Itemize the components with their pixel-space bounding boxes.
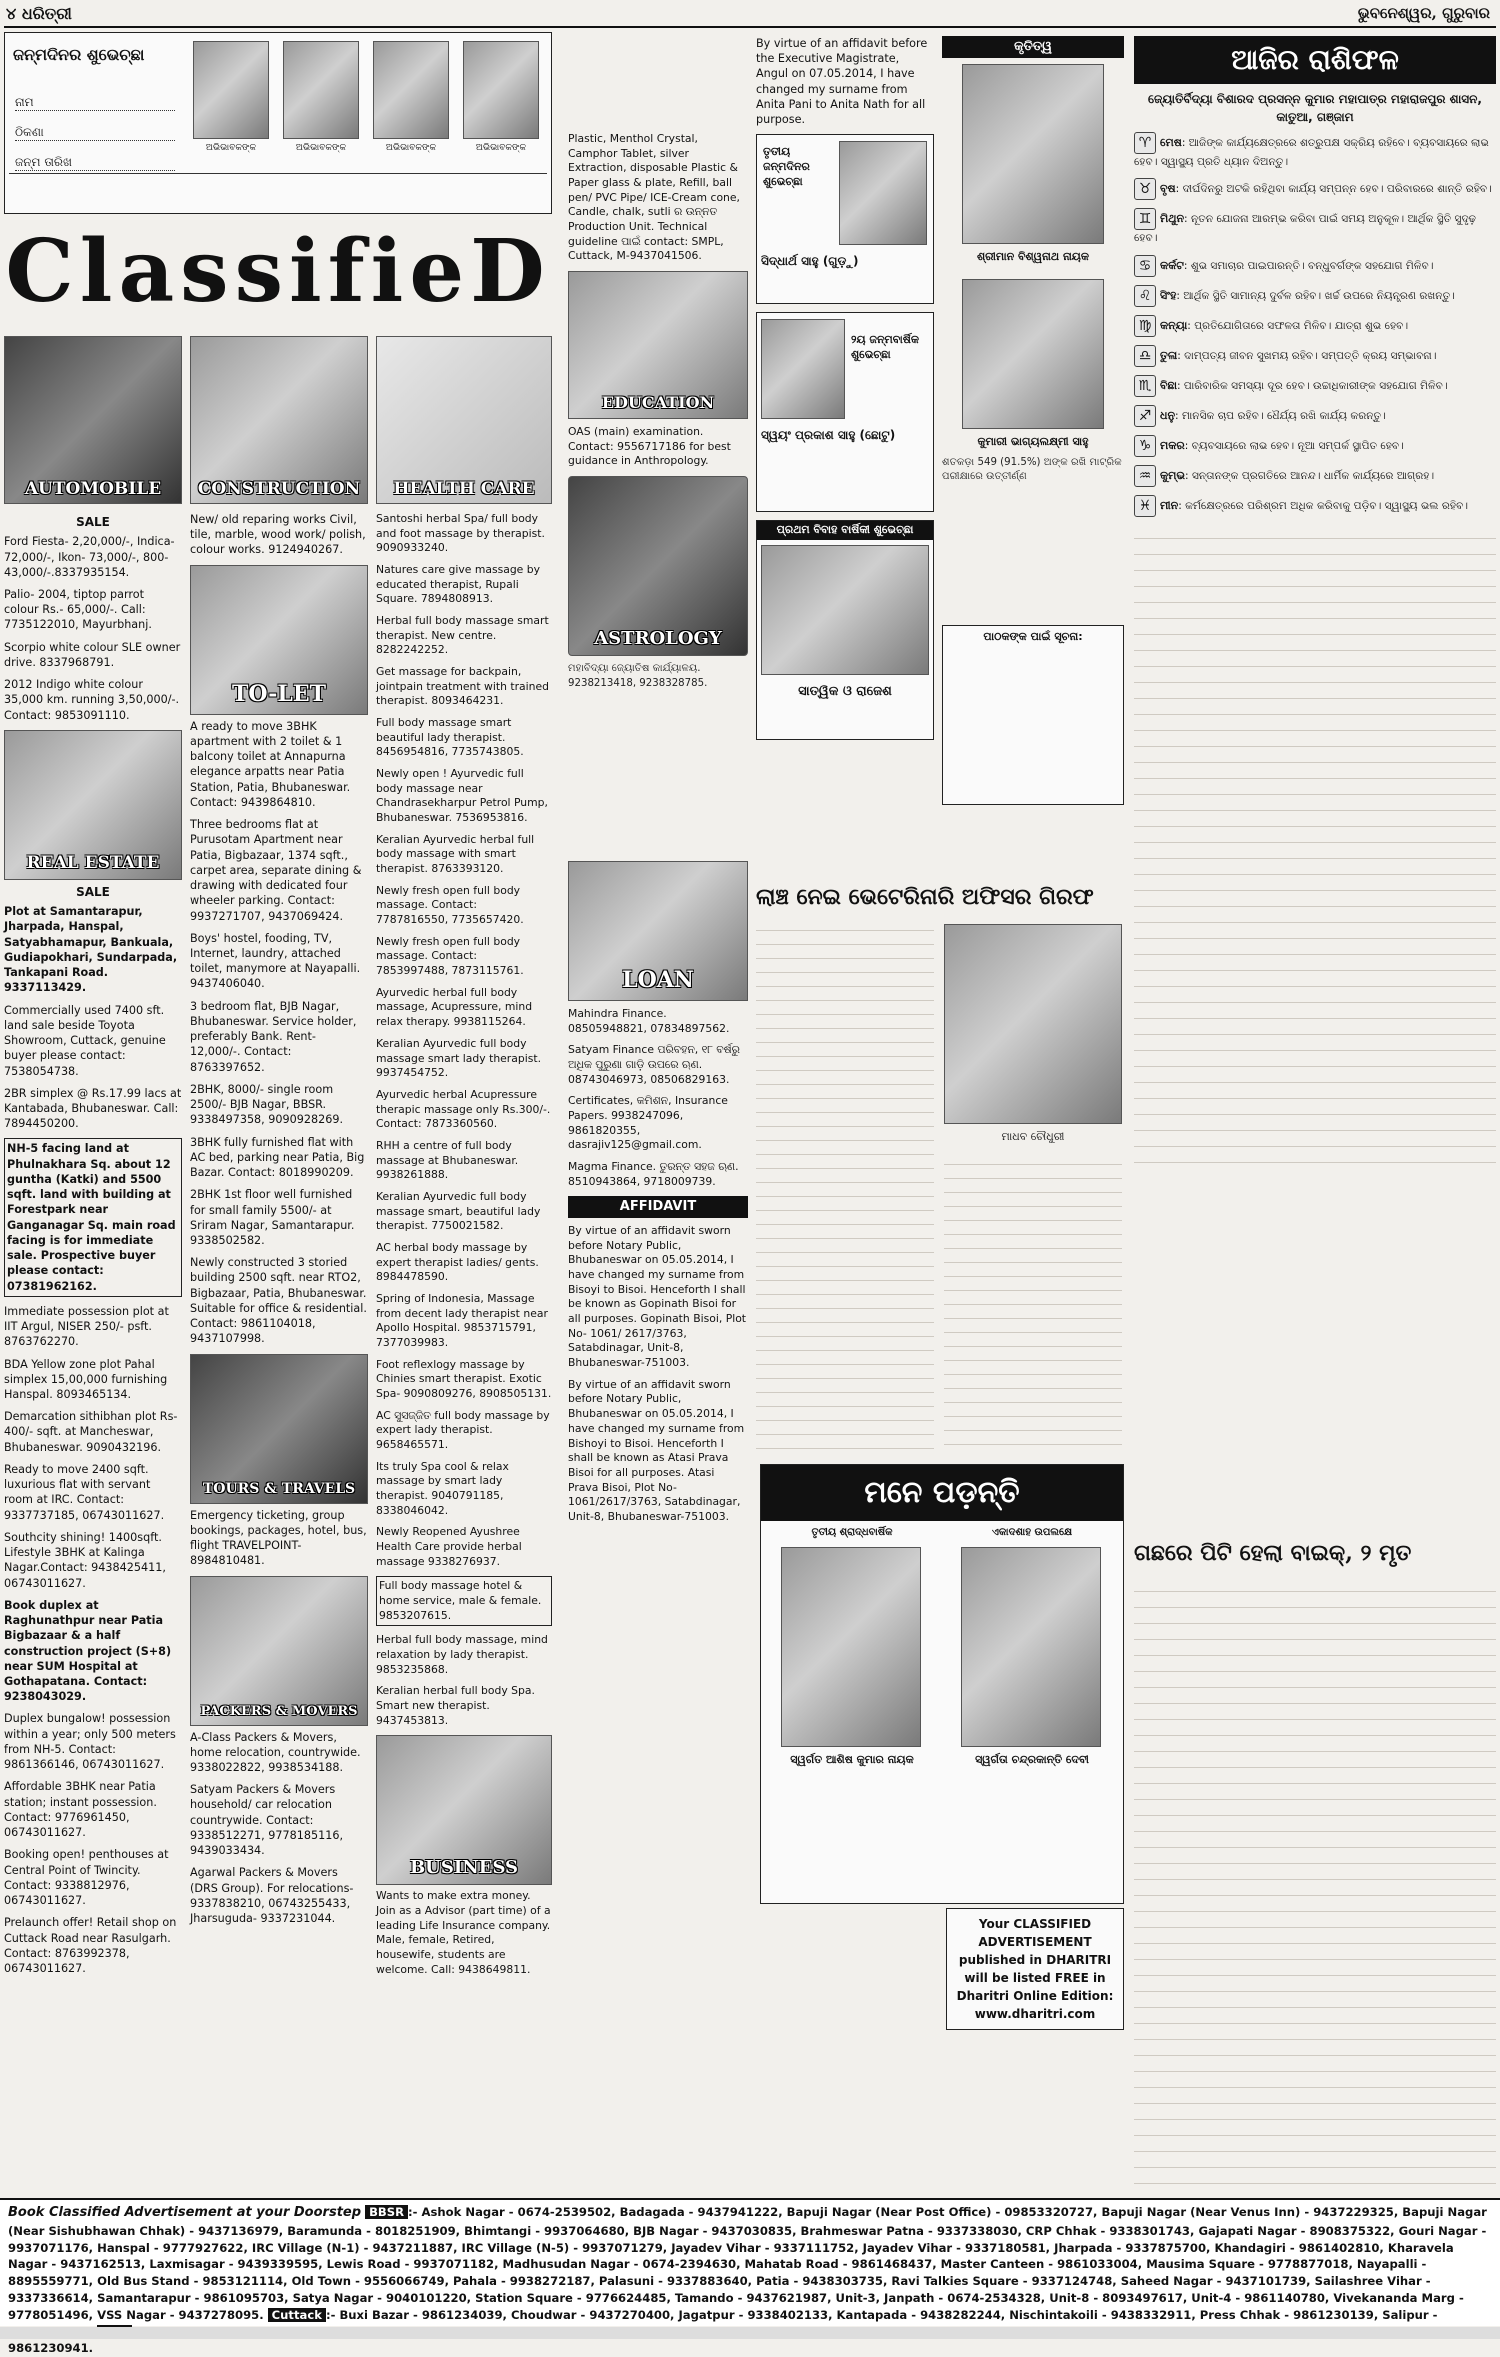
classified-ad: Keralian Ayurvedic full body massage smart lady therapist. 9937454752. — [376, 1036, 542, 1080]
classified-ad: Magma Finance. ତୁରନ୍ତ ସହଜ ଋଣ. 8510943864, 9718009739. — [568, 1160, 739, 1188]
classified-ad: Certificates, କମିଶନ, Insurance Papers. 9938247096, 9861820355, dasrajiv125@gmail.com. — [568, 1094, 728, 1152]
person-name: କୁମାରୀ ଭାଗ୍ୟଲକ୍ଷ୍ମୀ ସାହୁ — [977, 434, 1089, 448]
classified-ad: Satyam Finance ପରିବହନ, ୧୮ ବର୍ଷରୁ ଅଧିକ ପୁରୁଣା ଗାଡ଼ି ଉପରେ ଋଣ. 08743046973, 08506829163. — [568, 1043, 740, 1086]
classified-ad: AC herbal body massage by expert therapist ladies/ gents. 8984478590. — [376, 1240, 539, 1284]
dateline: ଭୁବନେଶ୍ୱର, ଗୁରୁବାର — [1357, 4, 1490, 22]
rashifal-body-filler — [1134, 527, 1496, 1167]
classified-ad: Newly fresh open full body massage. Contact: 7853997488, 7873115761. — [376, 934, 524, 978]
classified-ad: Get massage for backpain, jointpain treatment with trained therapist. 8093464231. — [376, 665, 549, 708]
sale-heading: SALE — [76, 515, 110, 529]
birthday-form — [4, 32, 552, 214]
astrology-panel: ASTROLOGY — [568, 476, 748, 656]
classified-ad: 2012 Indigo white colour 35,000 km. running 3,50,000/-. Contact: 9853091110. — [4, 678, 180, 722]
classified-ad: Herbal full body massage, mind relaxation by lady therapist. 9853235868. — [376, 1633, 548, 1676]
classified-ad: Book duplex at Raghunathpur near Patia Bigbazaar & a half construction project (S+8) near SUM Hospital at Gothapatana. Contact: 9238043029. — [4, 1598, 172, 1704]
classified-ad: Ford Fiesta- 2,20,000/-, Indica-72,000/-, Ikon- 73,000/-, 800-43,000/-.8337935154. — [4, 535, 175, 579]
rashi-entry: ♐ ଧନୁ: ମାନସିକ ଚାପ ରହିବ। ଧୈର୍ଯ୍ୟ ରଖି କାର୍ଯ୍ୟ କରନ୍ତୁ। — [1134, 405, 1496, 427]
tours-travels-panel: TOURS & TRAVELS — [190, 1354, 368, 1504]
person-photo — [962, 64, 1104, 244]
rashi-entry: ♌ ସିଂହ: ଆର୍ଥିକ ସ୍ଥିତି ସାମାନ୍ୟ ଦୁର୍ବଳ ରହିବ। ଖର୍ଚ୍ଚ ଉପରେ ନିୟନ୍ତ୍ରଣ ରଖନ୍ତୁ। — [1134, 285, 1496, 307]
classified-ad: Wants to make extra money. Join as a Advisor (part time) of a leading Life Insurance company. Male, female, Retired, housewife, students are welcome. Call: 9438649811. — [376, 1889, 551, 1976]
booking-centres-footer: Book Classified Advertisement at your Doorstep BBSR :- Ashok Nagar - 0674-2539502, Badagada - 9437941222, Bapuji Nagar (Near Post Office) - 09853320727, Bapuji Nagar (Near Venus Inn) - 9437229325, Bapuji Nagar (Near Sishubhawan Chhak) - 9437136979, Baramunda - 8018251909, Bhimtangi - 9937064680, BJB Nagar - 9437030835, Brahmeswar Patna - 9337338030, CRP Chhak - 9338301743, Gajapati Nagar - 8908375322, Gouri Nagar - 9937071176, Hanspal - 9777927622, IRC Village (N-1) - 9437211887, IRC Village (N-5) - 9937071279, Jayadev Vihar - 9337111752, Jayadev Vihar - 9337180581, Jharpada - 9337875700, Khandagiri - 9861402810, Kharavela Nagar - 9437162513, Laxmisagar - 9439339595, Lewis Road - 9937071182, Madhusudan Nagar - 0674-2394630, Mahatab Road - 9861468437, Master Canteen - 9861033004, Mausima Square - 9778877018, Nayapalli - 8895559771, Old Bus Stand - 9853121114, Old Town - 9556066749, Pahala - 9938272187, Palasuni - 9337883640, Patia - 9438303735, Ravi Talkies Square - 9337124748, Saheed Nagar - 9437101739, Sailashree Vihar - 9337336614, Samantarapur - 9861095703, Satya Nagar - 9040101220, Station Square - 9776624485, Tamando - 9437621987, Unit-3, Janpath - 0674-2534328, Unit-8 - 8093497617, Unit-4 - 9861140780, Vivekananda Marg - 9778051496, VSS Nagar - 9437278095. Cuttack :- Buxi Bazar - 9861234039, Choudwar - 9437270400, Jagatpur - 9338402133, Kantapada - 9438282244, Nischintakoili - 9438332911, Press Chhak - 9861230139, Salipur - 9861230941. — [0, 2198, 1500, 2326]
photo-caption: ଅଭିଭାବକଙ୍କ — [295, 143, 347, 153]
classified-ad: NH-5 facing land at Phulnakhara Sq. about 12 guntha (Katki) and 5500 sqft. land with building at Forestpark near Ganganagar Sq. main road facing is for immediate sale. Prospective buyer please contact: 07381962162. — [4, 1138, 182, 1296]
column-construction-tolet — [190, 512, 368, 2192]
cuttack-tag: Cuttack — [268, 2308, 326, 2322]
birthday-greeting: ୨ୟ ଜନ୍ମବାର୍ଷିକ ଶୁଭେଚ୍ଛା ସ୍ୱୟଂ ପ୍ରକାଶ ସାହୁ (ଛୋଟୁ) — [756, 312, 934, 512]
sale-heading: SALE — [76, 884, 110, 899]
page-number: ୪ ଧରିତ୍ରୀ — [6, 4, 72, 23]
classified-ad: Natures care give massage by educated therapist, Rupali Square. 7894808913. — [376, 563, 540, 606]
business-panel: BUSINESS — [376, 1735, 552, 1885]
person-photo — [962, 279, 1104, 429]
puri-centres: 9861230941. — [8, 2341, 94, 2356]
photo-caption: ଅଭିଭାବକଙ୍କ — [385, 143, 437, 153]
classified-ad: 2BR simplex @ Rs.17.99 lacs at Kantabada, Bhubaneswar. Call: 7894450200. — [4, 1086, 182, 1131]
classified-ad: Palio- 2004, tiptop parrot colour Rs.- 65,000/-. Call: 7735122010, Mayurbhanj. — [4, 588, 152, 632]
classified-ad: Satyam Packers & Movers household/ car relocation countrywide. Contact: 9338512271, 9778185116, 9439033434. — [190, 1783, 344, 1858]
scorpio-icon: ♏ — [1134, 375, 1156, 397]
memorial-title: ମନେ ପଡ଼ନ୍ତି — [761, 1465, 1123, 1521]
libra-icon: ♎ — [1134, 345, 1156, 367]
wedding-greeting: ପ୍ରଥମ ବିବାହ ବାର୍ଷିକୀ ଶୁଭେଚ୍ଛା ସାତ୍ୱିକ ଓ ରାଜେଶ — [756, 520, 934, 740]
memorial-photo — [781, 1547, 921, 1747]
classified-ad: Ready to move 2400 sqft. luxurious flat with servant room at IRC. Contact: 9337737185, 06743011627. — [4, 1462, 165, 1522]
rashi-entry: ♈ ମେଷ: ଆଜିଙ୍କ କାର୍ଯ୍ୟକ୍ଷେତ୍ରରେ ଶତ୍ରୁପକ୍ଷ ସକ୍ରିୟ ରହିବେ। ବ୍ୟବସାୟରେ ଲାଭ ହେବ। ସ୍ୱାସ୍ଥ୍ୟ ପ୍ରତି ଧ୍ୟାନ ଦିଅନ୍ତୁ। — [1134, 132, 1496, 170]
classified-ad: Duplex bungalow! possession within a year; only 500 meters from NH-5. Contact: 9861366146, 06743011627. — [4, 1712, 176, 1772]
classified-ad: Full body massage smart beautiful lady therapist. 8456954816, 7735743805. — [376, 716, 524, 759]
rashi-entry: ♍ କନ୍ୟା: ପ୍ରତିଯୋଗିତାରେ ସଫଳତା ମିଳିବ। ଯାତ୍ରା ଶୁଭ ହେବ। — [1134, 315, 1496, 337]
photo-caption: ଅଭିଭାବକଙ୍କ — [475, 143, 527, 153]
real-estate-panel: REAL ESTATE — [4, 730, 182, 880]
classified-ad: Santoshi herbal Spa/ full body and foot massage by therapist. 9090933240. — [376, 512, 545, 555]
rashi-entry: ♑ ମକର: ବ୍ୟବସାୟରେ ଲାଭ ହେବ। ନୂଆ ସମ୍ପର୍କ ସ୍ଥାପିତ ହେବ। — [1134, 435, 1496, 457]
classified-ad: Plot at Samantarapur, Jharpada, Hanspal, Satyabhamapur, Bankuala, Gudiapokhari, Sundarpada, Tankapani Road. 9337113429. — [4, 905, 178, 995]
classified-ad: 3BHK fully furnished flat with AC bed, parking near Patia, Big Bazar. Contact: 8018990209. — [190, 1135, 365, 1180]
column-achievement — [942, 36, 1124, 916]
rashi-entry: ♓ ମୀନ: କର୍ମକ୍ଷେତ୍ରରେ ପରିଶ୍ରମ ଅଧିକ କରିବାକୁ ପଡ଼ିବ। ସ୍ୱାସ୍ଥ୍ୟ ଭଲ ରହିବ। — [1134, 495, 1496, 517]
classified-ad: Foot reflexlogy massage by Chinies smart therapist. Exotic Spa- 9090809276, 8908505131. — [376, 1357, 552, 1400]
classified-ad: Affordable 3BHK near Patia station; instant possession. Contact: 9776961450, 06743011627. — [4, 1780, 157, 1840]
classified-ad: Commercially used 7400 sft. land sale beside Toyota Showroom, Cuttack, genuine buyer please contact: 7538054738. — [4, 1003, 166, 1078]
classified-ad: OAS (main) examination. Contact: 9556717186 for best guidance in Anthropology. — [568, 425, 731, 468]
classified-ad: A-Class Packers & Movers, home relocation, countrywide. 9338022822, 9938534188. — [190, 1730, 361, 1775]
classified-ad: RHH a centre of full body massage at Bhubaneswar. 9938261888. — [376, 1138, 519, 1182]
classified-ad: Ayurvedic herbal Acupressure therapic massage only Rs.300/-. Contact: 7873360560. — [376, 1087, 551, 1131]
classified-ad: AC ସୁସଜ୍ଜିତ full body massage by expert lady therapist. 9658465571. — [376, 1408, 550, 1451]
affidavit-notice: By virtue of an affidavit sworn before Notary Public, Bhubaneswar on 05.05.2014, I have changed my surname from Bisoyi to Bisoi. Henceforth I shall be known as Gopinath Bisoi for all purposes. Gopinath Bisoi, Plot No- 1061/ 2617/3763, Satabdinagar, Unit-8, Bhubaneswar-751003. — [568, 1224, 747, 1370]
virgo-icon: ♍ — [1134, 315, 1156, 337]
classified-ad: Newly constructed 3 storied building 2500 sqft. near RTO2, Bigbazaar, Patia, Bhubaneswar. Suitable for office & residential. Contact: 9861104018, 9437107998. — [190, 1256, 367, 1346]
classified-ad: Newly Reopened Ayushree Health Care provide herbal massage 9338276937. — [376, 1525, 522, 1568]
classified-ad: 2BHK 1st floor well furnished for small family 5500/- at Sriram Nagar, Samantarapur. 9338502582. — [190, 1188, 355, 1247]
classified-ad: ମହାବିଦ୍ୟା ଜ୍ୟୋତିଷ କାର୍ଯ୍ୟାଳୟ. 9238213418, 9238328785. — [568, 663, 708, 689]
rashi-entry: ♒ କୁମ୍ଭ: ସନ୍ତାନଙ୍କ ପ୍ରଗତିରେ ଆନନ୍ଦ। ଧାର୍ମିକ କାର୍ଯ୍ୟରେ ଆଗ୍ରହ। — [1134, 465, 1496, 487]
child-photo — [761, 319, 845, 419]
photo-caption: ଅଭିଭାବକଙ୍କ — [205, 143, 257, 153]
to-let-panel: TO-LET — [190, 565, 368, 715]
rashi-entry: ♋ କର୍କଟ: ଶୁଭ ସମାଚାର ପାଇପାରନ୍ତି। ବନ୍ଧୁବର୍ଗଙ୍କ ସହଯୋଗ ମିଳିବ। — [1134, 255, 1496, 277]
classified-ad: Demarcation sithibhan plot Rs-400/- sqft. at Mancheswar, Bhubaneswar. 9090432196. — [4, 1410, 178, 1454]
classified-ad: BDA Yellow zone plot Pahal simplex 15,00,000 furnishing Hanspal. 8093465134. — [4, 1357, 168, 1401]
aquarius-icon: ♒ — [1134, 465, 1156, 487]
education-panel: EDUCATION — [568, 271, 748, 419]
news-headline: ଗଛରେ ପିଟି ହେଲା ବାଇକ୍, ୨ ମୃତ — [1134, 1540, 1412, 1566]
classified-ad: Booking open! penthouses at Central Point of Twincity. Contact: 9338812976, 06743011627. — [4, 1848, 169, 1908]
form-rule — [9, 173, 547, 174]
news-photo — [944, 924, 1122, 1124]
classified-ad: Three bedrooms flat at Purusotam Apartment near Patia, Bigbazaar, 1374 sqft., carpet area, separate dining & drawing with dedicated four wheeler parking. Contact: 9937271707, 9437069424. — [190, 818, 362, 923]
news-body — [756, 920, 934, 1450]
memorial-box: ମନେ ପଡ଼ନ୍ତି ତୃତୀୟ ଶ୍ରାଦ୍ଧବାର୍ଷିକ ଏକାଦଶାହ ଉପଲକ୍ଷେ ସ୍ୱର୍ଗତ ଆଶିଷ କୁମାର ନାୟକ ସ୍ୱର୍ଗତା ଚନ୍ଦ୍ରକାନ୍ତି ଦେବୀ — [760, 1464, 1124, 1904]
rashifal-title: ଆଜିର ରାଶିଫଳ — [1134, 36, 1496, 84]
news-body — [1134, 1580, 1496, 2192]
form-field-name: ନାମ — [15, 95, 175, 111]
classified-ad: 3 bedroom flat, BJB Nagar, Bhubaneswar. Service holder, preferably Bank. Rent- 12,000/-. Contact: 8763397652. — [190, 999, 357, 1074]
automobile-panel: AUTOMOBILE — [4, 336, 182, 504]
column-greetings — [756, 36, 934, 916]
classified-ad: Agarwal Packers & Movers (DRS Group). For relocations-9337838210, 06743255433, Jharsuguda- 9337231044. — [190, 1866, 354, 1926]
child-photo — [283, 41, 359, 139]
classified-ad: Scorpio white colour SLE owner drive. 8337968791. — [4, 640, 181, 669]
cuttack-centres: Buxi Bazar - 9861234039, Choudwar - 9437270400, Jagatpur - 9338402133, Kantapada - 9438282244, Nischintakoili - 9438332911, Press Chhak - 9861230139, Salipur - — [339, 2307, 1438, 2322]
affidavit-notice: By virtue of an affidavit before the Executive Magistrate, Angul on 07.05.2014, I have changed my surname from Anita Pani to Anita Nath for all purpose. — [756, 37, 928, 127]
classified-ad: Keralian herbal full body Spa. Smart new therapist. 9437453813. — [376, 1684, 535, 1727]
health-care-panel: HEALTH CARE — [376, 336, 552, 504]
rashi-entry: ♏ ବିଛା: ପାରିବାରିକ ସମସ୍ୟା ଦୂର ହେବ। ଉଚ୍ଚାଧିକାରୀଙ୍କ ସହଯୋଗ ମିଳିବ। — [1134, 375, 1496, 397]
classified-ad: A ready to move 3BHK apartment with 2 toilet & 1 balcony toilet at Annapurna elegance arpatts near Patia Station, Patia, Bhubaneswar. Contact: 9439864810. — [190, 719, 351, 809]
classified-ad: Spring of Indonesia, Massage from decent lady therapist near Apollo Hospital. 9853715791, 7377039983. — [376, 1291, 548, 1349]
aries-icon: ♈ — [1134, 132, 1156, 154]
dharitri-online-ad: Your CLASSIFIED ADVERTISEMENT published in DHARITRI will be listed FREE in Dharitri Online Edition: www.dharitri.com — [946, 1908, 1124, 2030]
child-photo — [193, 41, 269, 139]
classified-ad: Immediate possession plot at IIT Argul, NISER 250/- psft. 8763762270. — [4, 1304, 169, 1349]
column-education-loan — [568, 36, 748, 2192]
result-text: ଶତକଡ଼ା 549 (91.5%) ଅଙ୍କ ରଖି ମାଟ୍ରିକ ପରୀକ୍ଷାରେ ଉତ୍ତୀର୍ଣ୍ଣ — [942, 456, 1122, 483]
rashi-entry: ♉ ବୃଷ: ଦୀର୍ଘଦିନରୁ ଅଟକି ରହିଥିବା କାର୍ଯ୍ୟ ସମ୍ପନ୍ନ ହେବ। ପରିବାରରେ ଶାନ୍ତି ରହିବ। — [1134, 178, 1496, 200]
cancer-icon: ♋ — [1134, 255, 1156, 277]
classified-ad: Plastic, Menthol Crystal, Camphor Tablet, silver Extraction, disposable Plastic & Paper glass & plate, Refill, ball pen/ PVC Pipe/ ICE-Cream cone, Candle, chalk, sutli ର ଉନ୍ନତ Production Unit. Technical guideline ପାଇଁ contact: SMPL, Cuttack, M-9437041506. — [568, 132, 740, 263]
achievement-heading: କୃତିତ୍ୱ — [942, 36, 1124, 58]
classified-ad: Keralian Ayurvedic herbal full body massage with smart therapist. 8763393120. — [376, 832, 535, 876]
classified-ad: Full body massage hotel & home service, male & female. 9853207615. — [376, 1576, 552, 1626]
column-health-care — [376, 512, 552, 2192]
form-field-dob: ଜନ୍ମ ତାରିଖ — [15, 155, 175, 171]
packers-movers-panel: PACKERS & MOVERS — [190, 1576, 368, 1726]
classified-ad: Boys' hostel, fooding, TV, Internet, laundry, attached toilet, manymore at Nayapalli. 9437406040. — [190, 931, 361, 991]
reader-notice: ପାଠକଙ୍କ ପାଇଁ ସୂଚନା: — [942, 625, 1124, 805]
bbsr-centres: Ashok Nagar - 0674-2539502, Badagada - 9437941222, Bapuji Nagar (Near Post Office) - 09853320727, Bapuji Nagar (Near Venus Inn) - 9437229325, Bapuji Nagar (Near Sishubhawan Chhak) - 9437136979, Baramunda - 8018251909, Bhimtangi - 9937064680, BJB Nagar - 9437030835, Brahmeswar Patna - 9337338030, CRP Chhak - 9338301743, Gajapati Nagar - 8908375322, Gouri Nagar - 9937071176, Hanspal - 9777927622, IRC Village (N-1) - 9437211887, IRC Village (N-5) - 9937071279, Jayadev Vihar - 9337111752, Jayadev Vihar - 9337180581, Jharpada - 9337875700, Khandagiri - 9861402810, Kharavela Nagar - 9437162513, Laxmisagar - 9439339595, Lewis Road - 9937071182, Madhusudan Nagar - 0674-2394630, Mahatab Road - 9861468437, Master Canteen - 9861033004, Mausima Square - 9778877018, Nayapalli - 8895559771, Old Bus Stand - 9853121114, Old Town - 9556066749, Pahala - 9938272187, Palasuni - 9337883640, Patia - 9438303735, Ravi Talkies Square - 9337124748, Saheed Nagar - 9437101739, Sailashree Vihar - 9337336614, Samantarapur - 9861095703, Satya Nagar - 9040101220, Station Square - 9776624485, Tamando - 9437621987, Unit-3, Janpath - 0674-2534328, Unit-8 - 8093497617, Unit-4 - 9861140780, Vivekananda Marg - 9778051496, VSS Nagar - 9437278095. — [8, 2205, 1487, 2322]
gemini-icon: ♊ — [1134, 208, 1156, 230]
sagittarius-icon: ♐ — [1134, 405, 1156, 427]
classified-ad: Newly fresh open full body massage. Contact: 7787816550, 7735657420. — [376, 883, 524, 927]
classified-ad: Emergency ticketing, group bookings, packages, hotel, bus, flight TRAVELPOINT-8984810481. — [190, 1508, 367, 1568]
classified-ad: Keralian Ayurvedic full body massage smart, beautiful lady therapist. 7750021582. — [376, 1189, 541, 1233]
pisces-icon: ♓ — [1134, 495, 1156, 517]
classified-ad: Newly open ! Ayurvedic full body massage near Chandrasekharpur Petrol Pump, Bhubaneswar. 7536953816. — [376, 767, 548, 825]
classified-ad: Its truly Spa cool & relax massage by smart lady therapist. 9040791185, 8338046042. — [376, 1459, 509, 1517]
couple-photo — [761, 545, 929, 675]
news-photo-caption: ମାଧବ ଚୌଧୁରୀ — [1001, 1130, 1065, 1143]
classified-ad: Mahindra Finance. 08505948821, 07834897562. — [568, 1007, 730, 1035]
classified-title: ClassifieD — [5, 221, 551, 322]
rashifal-section — [1134, 36, 1496, 1516]
bottom-bar — [0, 2327, 1500, 2339]
affidavit-heading: AFFIDAVIT — [568, 1196, 748, 1218]
rashi-entry: ♊ ମିଥୁନ: ନୂତନ ଯୋଜନା ଆରମ୍ଭ କରିବା ପାଇଁ ସମୟ ଅନୁକୂଳ। ଆର୍ଥିକ ସ୍ଥିତି ସୁଦୃଢ଼ ହେବ। — [1134, 208, 1496, 246]
birthday-form-title: ଜନ୍ମଦିନର ଶୁଭେଚ୍ଛା — [13, 45, 145, 64]
footer-intro: Book Classified Advertisement at your Doorstep — [8, 2205, 362, 2220]
classified-ad: New/ old reparing works Civil, tile, marble, wood work/ polish, colour works. 9124940267. — [190, 513, 366, 557]
classified-ad: Prelaunch offer! Retail shop on Cuttack Road near Rasulgarh. Contact: 8763992378, 06743011627. — [4, 1916, 177, 1975]
news-body — [944, 1154, 1122, 1450]
header-rule — [4, 26, 1496, 28]
child-photo — [463, 41, 539, 139]
leo-icon: ♌ — [1134, 285, 1156, 307]
memorial-photo — [961, 1547, 1101, 1747]
affidavit-notice: By virtue of an affidavit sworn before Notary Public, Bhubaneswar on 05.05.2014, I have changed my surname from Bishoyi to Bisoi. Henceforth I shall be known as Atasi Prava Bisoi for all purposes. Atasi Prava Bisoi, Plot No- 1061/2617/3763, Satabdinagar, Unit-8, Bhubaneswar-751003. — [568, 1377, 745, 1523]
person-name: ଶ୍ରୀମାନ ବିଶ୍ୱନାଥ ନାୟକ — [976, 249, 1089, 263]
form-field-address: ଠିକଣା — [15, 125, 175, 141]
classified-ad: Southcity shining! 1400sqft. Lifestyle 3BHK at Kalinga Nagar.Contact: 9438425411, 06743011627. — [4, 1530, 166, 1590]
column-automobile-realestate — [4, 512, 182, 2192]
bbsr-tag: BBSR — [365, 2205, 408, 2219]
rashifal-subtitle: ଜ୍ୟୋତିର୍ବିଦ୍ୟା ବିଶାରଦ ପ୍ରସନ୍ନ କୁମାର ମହାପାତ୍ର ମହାରାଜପୁର ଶାସନ, କାତୁଆ, ଗଞ୍ଜାମ — [1148, 92, 1482, 124]
rashi-entry: ♎ ତୁଳା: ଦାମ୍ପତ୍ୟ ଜୀବନ ସୁଖମୟ ରହିବ। ସମ୍ପତ୍ତି କ୍ରୟ ସମ୍ଭାବନା। — [1134, 345, 1496, 367]
construction-panel: CONSTRUCTION — [190, 336, 368, 504]
classified-ad: Ayurvedic herbal full body massage, Acupressure, mind relax therapy. 9938115264. — [376, 985, 533, 1029]
news-headline: ଲାଞ୍ଚ ନେଇ ଭେଟେରିନାରି ଅଫିସର ଗିରଫ — [756, 884, 1094, 910]
classified-ad: Herbal full body massage smart therapist. New centre. 8282242252. — [376, 614, 549, 657]
child-photo — [839, 141, 927, 245]
birthday-greeting: ତୃତୀୟ ଜନ୍ମଦିନର ଶୁଭେଚ୍ଛା ସିଦ୍ଧାର୍ଥ ସାହୁ (ଗୁଡ଼ୁ) — [756, 134, 934, 304]
taurus-icon: ♉ — [1134, 178, 1156, 200]
rashifal-list — [1134, 132, 1496, 517]
capricorn-icon: ♑ — [1134, 435, 1156, 457]
child-photo — [373, 41, 449, 139]
classified-ad: 2BHK, 8000/- single room 2500/- BJB Nagar, BBSR. 9338497358, 9090928269. — [190, 1082, 344, 1127]
loan-panel: LOAN — [568, 861, 748, 1001]
